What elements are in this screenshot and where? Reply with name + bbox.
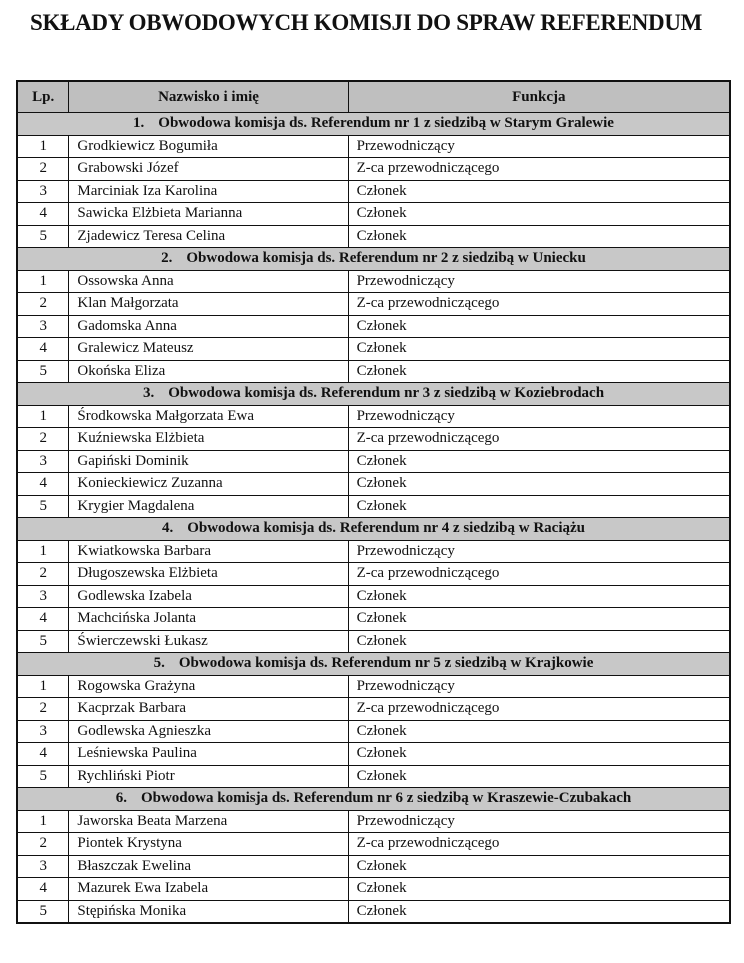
function-cell: Członek [348,495,730,518]
commissions-table [16,80,731,924]
lp-cell: 4 [17,203,69,226]
name-cell: Jaworska Beata Marzena [69,810,348,833]
name-cell: Marciniak Iza Karolina [69,180,348,203]
function-cell: Przewodniczący [348,675,730,698]
lp-cell: 5 [17,765,69,788]
table-row [17,428,730,451]
lp-cell: 3 [17,315,69,338]
lp-cell: 1 [17,675,69,698]
name-cell: Leśniewska Paulina [69,743,348,766]
lp-cell: 3 [17,855,69,878]
name-cell: Grodkiewicz Bogumiła [69,135,348,158]
table-row [17,203,730,226]
section-number: 4. [161,520,174,537]
section-number: 3. [142,385,155,402]
lp-cell: 1 [17,540,69,563]
lp-cell: 2 [17,698,69,721]
table-row [17,900,730,923]
name-cell: Godlewska Izabela [69,585,348,608]
name-cell: Kacprzak Barbara [69,698,348,721]
table-row [17,473,730,496]
lp-cell: 4 [17,473,69,496]
function-cell: Członek [348,855,730,878]
lp-cell: 4 [17,878,69,901]
function-cell: Członek [348,315,730,338]
section-header-row [17,788,730,811]
lp-cell: 3 [17,450,69,473]
table-row [17,765,730,788]
lp-cell: 1 [17,270,69,293]
section-title: Obwodowa komisja ds. Referendum nr 1 z siedzibą w Starym Gralewie [158,115,614,132]
function-cell: Członek [348,225,730,248]
name-cell: Gadomska Anna [69,315,348,338]
name-cell: Długoszewska Elżbieta [69,563,348,586]
section-number: 2. [161,250,173,267]
function-cell: Członek [348,608,730,631]
section-number: 6. [115,790,127,807]
lp-cell: 4 [17,338,69,361]
lp-cell: 5 [17,630,69,653]
function-cell: Przewodniczący [348,135,730,158]
function-cell: Członek [348,473,730,496]
name-cell: Kwiatkowska Barbara [69,540,348,563]
section-title-cell [17,383,730,406]
section-header-row [17,383,730,406]
column-header-name: Nazwisko i imię [69,81,348,113]
name-cell: Ossowska Anna [69,270,348,293]
lp-cell: 2 [17,158,69,181]
name-cell: Gralewicz Mateusz [69,338,348,361]
function-cell: Członek [348,878,730,901]
section-header-row [17,113,730,136]
section-title: Obwodowa komisja ds. Referendum nr 4 z siedzibą w Raciążu [187,520,586,537]
column-header-function: Funkcja [348,81,730,113]
table-row [17,630,730,653]
table-row [17,698,730,721]
table-row [17,608,730,631]
lp-cell: 5 [17,360,69,383]
lp-cell: 1 [17,135,69,158]
function-cell: Z-ca przewodniczącego [348,428,730,451]
function-cell: Członek [348,743,730,766]
function-cell: Przewodniczący [348,405,730,428]
function-cell: Członek [348,720,730,743]
function-cell: Przewodniczący [348,270,730,293]
table-row [17,360,730,383]
function-cell: Członek [348,450,730,473]
name-cell: Świerczewski Łukasz [69,630,348,653]
name-cell: Godlewska Agnieszka [69,720,348,743]
section-header-row [17,518,730,541]
function-cell: Z-ca przewodniczącego [348,158,730,181]
lp-cell: 3 [17,720,69,743]
table-row [17,743,730,766]
name-cell: Rogowska Grażyna [69,675,348,698]
section-header-row [17,248,730,271]
name-cell: Gapiński Dominik [69,450,348,473]
lp-cell: 2 [17,293,69,316]
table-row [17,293,730,316]
section-title-cell [17,653,730,676]
function-cell: Z-ca przewodniczącego [348,833,730,856]
function-cell: Członek [348,360,730,383]
table-header-row [17,81,730,113]
lp-cell: 1 [17,810,69,833]
column-header-lp: Lp. [17,81,69,113]
name-cell: Zjadewicz Teresa Celina [69,225,348,248]
section-title: Obwodowa komisja ds. Referendum nr 5 z siedzibą w Krajkowie [178,655,594,672]
table-row [17,135,730,158]
section-header-row [17,653,730,676]
table-row [17,270,730,293]
section-title-cell [17,248,730,271]
name-cell: Błaszczak Ewelina [69,855,348,878]
name-cell: Okońska Eliza [69,360,348,383]
function-cell: Członek [348,900,730,923]
lp-cell: 2 [17,428,69,451]
name-cell: Rychliński Piotr [69,765,348,788]
function-cell: Przewodniczący [348,810,730,833]
table-row [17,450,730,473]
function-cell: Z-ca przewodniczącego [348,698,730,721]
function-cell: Członek [348,630,730,653]
section-number: 5. [153,655,165,672]
function-cell: Członek [348,765,730,788]
table-row [17,225,730,248]
table-row [17,158,730,181]
function-cell: Członek [348,203,730,226]
section-title: Obwodowa komisja ds. Referendum nr 6 z siedzibą w Kraszewie-Czubakach [140,790,632,807]
lp-cell: 1 [17,405,69,428]
lp-cell: 3 [17,180,69,203]
function-cell: Z-ca przewodniczącego [348,293,730,316]
lp-cell: 3 [17,585,69,608]
table-row [17,878,730,901]
lp-cell: 2 [17,833,69,856]
table-row [17,720,730,743]
name-cell: Sawicka Elżbieta Marianna [69,203,348,226]
function-cell: Z-ca przewodniczącego [348,563,730,586]
function-cell: Członek [348,180,730,203]
name-cell: Machcińska Jolanta [69,608,348,631]
table-row [17,855,730,878]
table-row [17,675,730,698]
lp-cell: 4 [17,743,69,766]
lp-cell: 5 [17,495,69,518]
name-cell: Klan Małgorzata [69,293,348,316]
function-cell: Przewodniczący [348,540,730,563]
table-body [17,113,730,924]
name-cell: Kuźniewska Elżbieta [69,428,348,451]
name-cell: Piontek Krystyna [69,833,348,856]
lp-cell: 5 [17,900,69,923]
name-cell: Grabowski Józef [69,158,348,181]
name-cell: Stępińska Monika [69,900,348,923]
lp-cell: 5 [17,225,69,248]
table-row [17,563,730,586]
name-cell: Mazurek Ewa Izabela [69,878,348,901]
name-cell: Konieckiewicz Zuzanna [69,473,348,496]
table-row [17,540,730,563]
function-cell: Członek [348,585,730,608]
lp-cell: 2 [17,563,69,586]
page-title: SKŁADY OBWODOWYCH KOMISJI DO SPRAW REFERENDUM [30,10,703,35]
table-row [17,338,730,361]
table-row [17,585,730,608]
lp-cell: 4 [17,608,69,631]
table-row [17,810,730,833]
section-number: 1. [133,115,145,132]
table-row [17,495,730,518]
table-row [17,833,730,856]
table-row [17,315,730,338]
table-row [17,405,730,428]
section-title-cell [17,518,730,541]
section-title: Obwodowa komisja ds. Referendum nr 3 z siedzibą w Koziebrodach [168,385,605,402]
section-title-cell [17,788,730,811]
section-title-cell [17,113,730,136]
table-row [17,180,730,203]
name-cell: Krygier Magdalena [69,495,348,518]
section-title: Obwodowa komisja ds. Referendum nr 2 z siedzibą w Uniecku [186,250,586,267]
name-cell: Środkowska Małgorzata Ewa [69,405,348,428]
function-cell: Członek [348,338,730,361]
